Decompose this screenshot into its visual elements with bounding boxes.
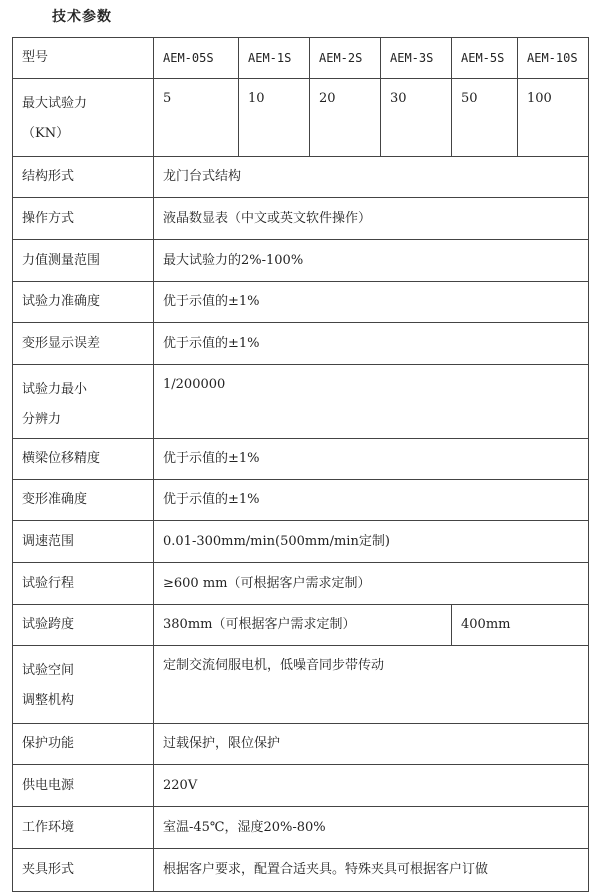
row-label: 工作环境 [13, 807, 154, 849]
row-label: 供电电源 [13, 765, 154, 807]
model-cell: AEM-05S [154, 38, 239, 79]
table-row [13, 849, 589, 892]
table-row [13, 157, 589, 198]
row-value: 最大试验力的2%-100% [154, 240, 589, 282]
table-row [13, 521, 589, 563]
row-label: 结构形式 [13, 157, 154, 198]
row-value: 优于示值的±1% [154, 480, 589, 521]
row-value: 0.01-300mm/min(500mm/min定制) [154, 521, 589, 563]
row-label: 夹具形式 [13, 849, 154, 892]
table-row [13, 240, 589, 282]
table-row [13, 198, 589, 240]
row-label: 变形显示误差 [13, 323, 154, 365]
row-label: 调速范围 [13, 521, 154, 563]
row-label [13, 79, 154, 157]
row-label: 试验力准确度 [13, 282, 154, 323]
table-row [13, 365, 589, 439]
row-label: 试验行程 [13, 563, 154, 605]
label-line: 调整机构 [22, 693, 75, 708]
table-row [13, 807, 589, 849]
table-row [13, 323, 589, 365]
row-label: 操作方式 [13, 198, 154, 240]
row-label: 保护功能 [13, 724, 154, 765]
label-line: （KN） [22, 126, 70, 141]
force-cell: 5 [154, 79, 239, 157]
model-cell: AEM-3S [381, 38, 452, 79]
row-value: 龙门台式结构 [154, 157, 589, 198]
force-cell: 30 [381, 79, 452, 157]
force-cell: 20 [310, 79, 381, 157]
row-value: 220V [154, 765, 589, 807]
force-cell: 100 [518, 79, 589, 157]
label-line: 试验力最小 [22, 382, 88, 397]
label-line: 试验空间 [22, 663, 75, 678]
table-row [13, 605, 589, 646]
force-cell: 50 [452, 79, 518, 157]
row-value: 室温-45℃，湿度20%-80% [154, 807, 589, 849]
row-label: 横梁位移精度 [13, 439, 154, 480]
row-value: 优于示值的±1% [154, 323, 589, 365]
row-value: 液晶数显表（中文或英文软件操作） [154, 198, 589, 240]
table-row [13, 563, 589, 605]
row-value: 380mm（可根据客户需求定制） [154, 605, 452, 646]
row-value: 400mm [452, 605, 589, 646]
table-row [13, 765, 589, 807]
row-value: ≥600 mm（可根据客户需求定制） [154, 563, 589, 605]
row-value: 定制交流伺服电机，低噪音同步带传动 [154, 646, 589, 724]
section-title: 技术参数 [52, 9, 112, 25]
row-label: 试验跨度 [13, 605, 154, 646]
row-label [13, 646, 154, 724]
row-value: 根据客户要求，配置合适夹具。特殊夹具可根据客户订做 [154, 849, 589, 892]
label-line: 最大试验力 [22, 96, 88, 111]
row-value: 1/200000 [154, 365, 589, 439]
row-value: 优于示值的±1% [154, 439, 589, 480]
table-row [13, 439, 589, 480]
model-cell: AEM-10S [518, 38, 589, 79]
table-row [13, 282, 589, 323]
row-label: 变形准确度 [13, 480, 154, 521]
table-row [13, 38, 589, 79]
force-cell: 10 [239, 79, 310, 157]
row-label [13, 365, 154, 439]
row-value: 优于示值的±1% [154, 282, 589, 323]
model-cell: AEM-1S [239, 38, 310, 79]
table-row [13, 646, 589, 724]
spec-table [12, 37, 589, 892]
model-cell: AEM-2S [310, 38, 381, 79]
table-row [13, 724, 589, 765]
row-label: 型号 [13, 38, 154, 79]
table-row [13, 480, 589, 521]
model-cell: AEM-5S [452, 38, 518, 79]
row-value: 过载保护，限位保护 [154, 724, 589, 765]
table-row [13, 79, 589, 157]
row-label: 力值测量范围 [13, 240, 154, 282]
label-line: 分辨力 [22, 412, 62, 427]
